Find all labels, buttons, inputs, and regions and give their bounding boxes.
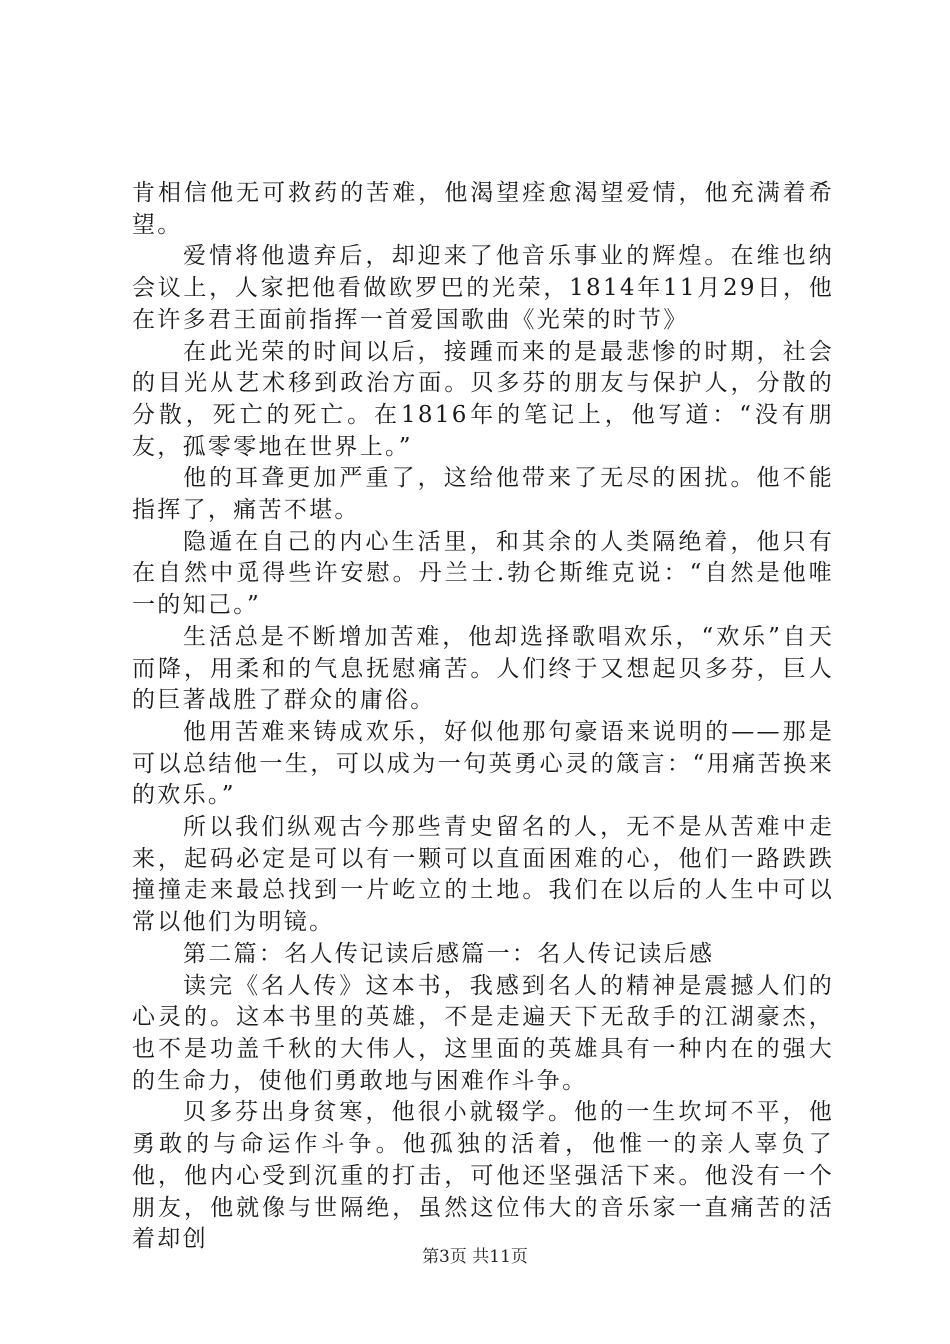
page-number-footer: 第3页 共11页 <box>422 1247 528 1267</box>
section-heading: 第二篇：名人传记读后感篇一：名人传记读后感 <box>183 940 715 967</box>
paragraph-continuation: 肯相信他无可救药的苦难，他渴望痊愈渴望爱情，他充满着希望。 <box>132 180 834 238</box>
paragraph: 隐遁在自己的内心生活里，和其余的人类隔绝着，他只有在自然中觅得些许安慰。丹兰士.勃仑斯维克说：“自然是他唯一的知己。” <box>132 528 834 619</box>
body-text <box>132 178 834 1256</box>
paragraph: 他的耳聋更加严重了，这给他带来了无尽的困扰。他不能指挥了，痛苦不堪。 <box>132 465 834 524</box>
paragraph: 爱情将他遗弃后，却迎来了他音乐事业的辉煌。在维也纳会议上，人家把他看做欧罗巴的光荣，1814年11月29日，他在许多君王面前指挥一首爱国歌曲《光荣的时节》 <box>132 243 834 333</box>
paragraph: 他用苦难来铸成欢乐，好似他那句豪语来说明的——那是可以总结他一生，可以成为一句英勇心灵的箴言：“用痛苦换来的欢乐。” <box>132 718 834 809</box>
paragraph: 所以我们纵观古今那些青史留名的人，无不是从苦难中走来，起码必定是可以有一颗可以直面困难的心，他们一路跌跌撞撞走来最总找到一片屹立的土地。我们在以后的人生中可以常以他们为明镜。 <box>132 814 834 936</box>
paragraph: 在此光荣的时间以后，接踵而来的是最悲惨的时期，社会的目光从艺术移到政治方面。贝多芬的朋友与保护人，分散的分散，死亡的死亡。在1816年的笔记上，他写道：“没有朋友，孤零零地在世界上。” <box>132 338 834 460</box>
paragraph: 读完《名人传》这本书，我感到名人的精神是震撼人们的心灵的。这本书里的英雄，不是走遍天下无敌手的江湖豪杰，也不是功盖千秋的大伟人，这里面的英雄具有一种内在的强大的生命力，使他们勇敢地与困难作斗争。 <box>132 972 834 1094</box>
paragraph: 贝多芬出身贫寒，他很小就辍学。他的一生坎坷不平，他勇敢的与命运作斗争。他孤独的活着，他惟一的亲人辜负了他，他内心受到沉重的打击，可他还坚强活下来。他没有一个朋友，他就像与世隔绝，虽然这位伟大的音乐家一直痛苦的活着却创 <box>132 1099 834 1253</box>
paragraph: 生活总是不断增加苦难，他却选择歌唱欢乐，“欢乐”自天而降，用柔和的气息抚慰痛苦。人们终于又想起贝多芬，巨人的巨著战胜了群众的庸俗。 <box>132 623 834 714</box>
